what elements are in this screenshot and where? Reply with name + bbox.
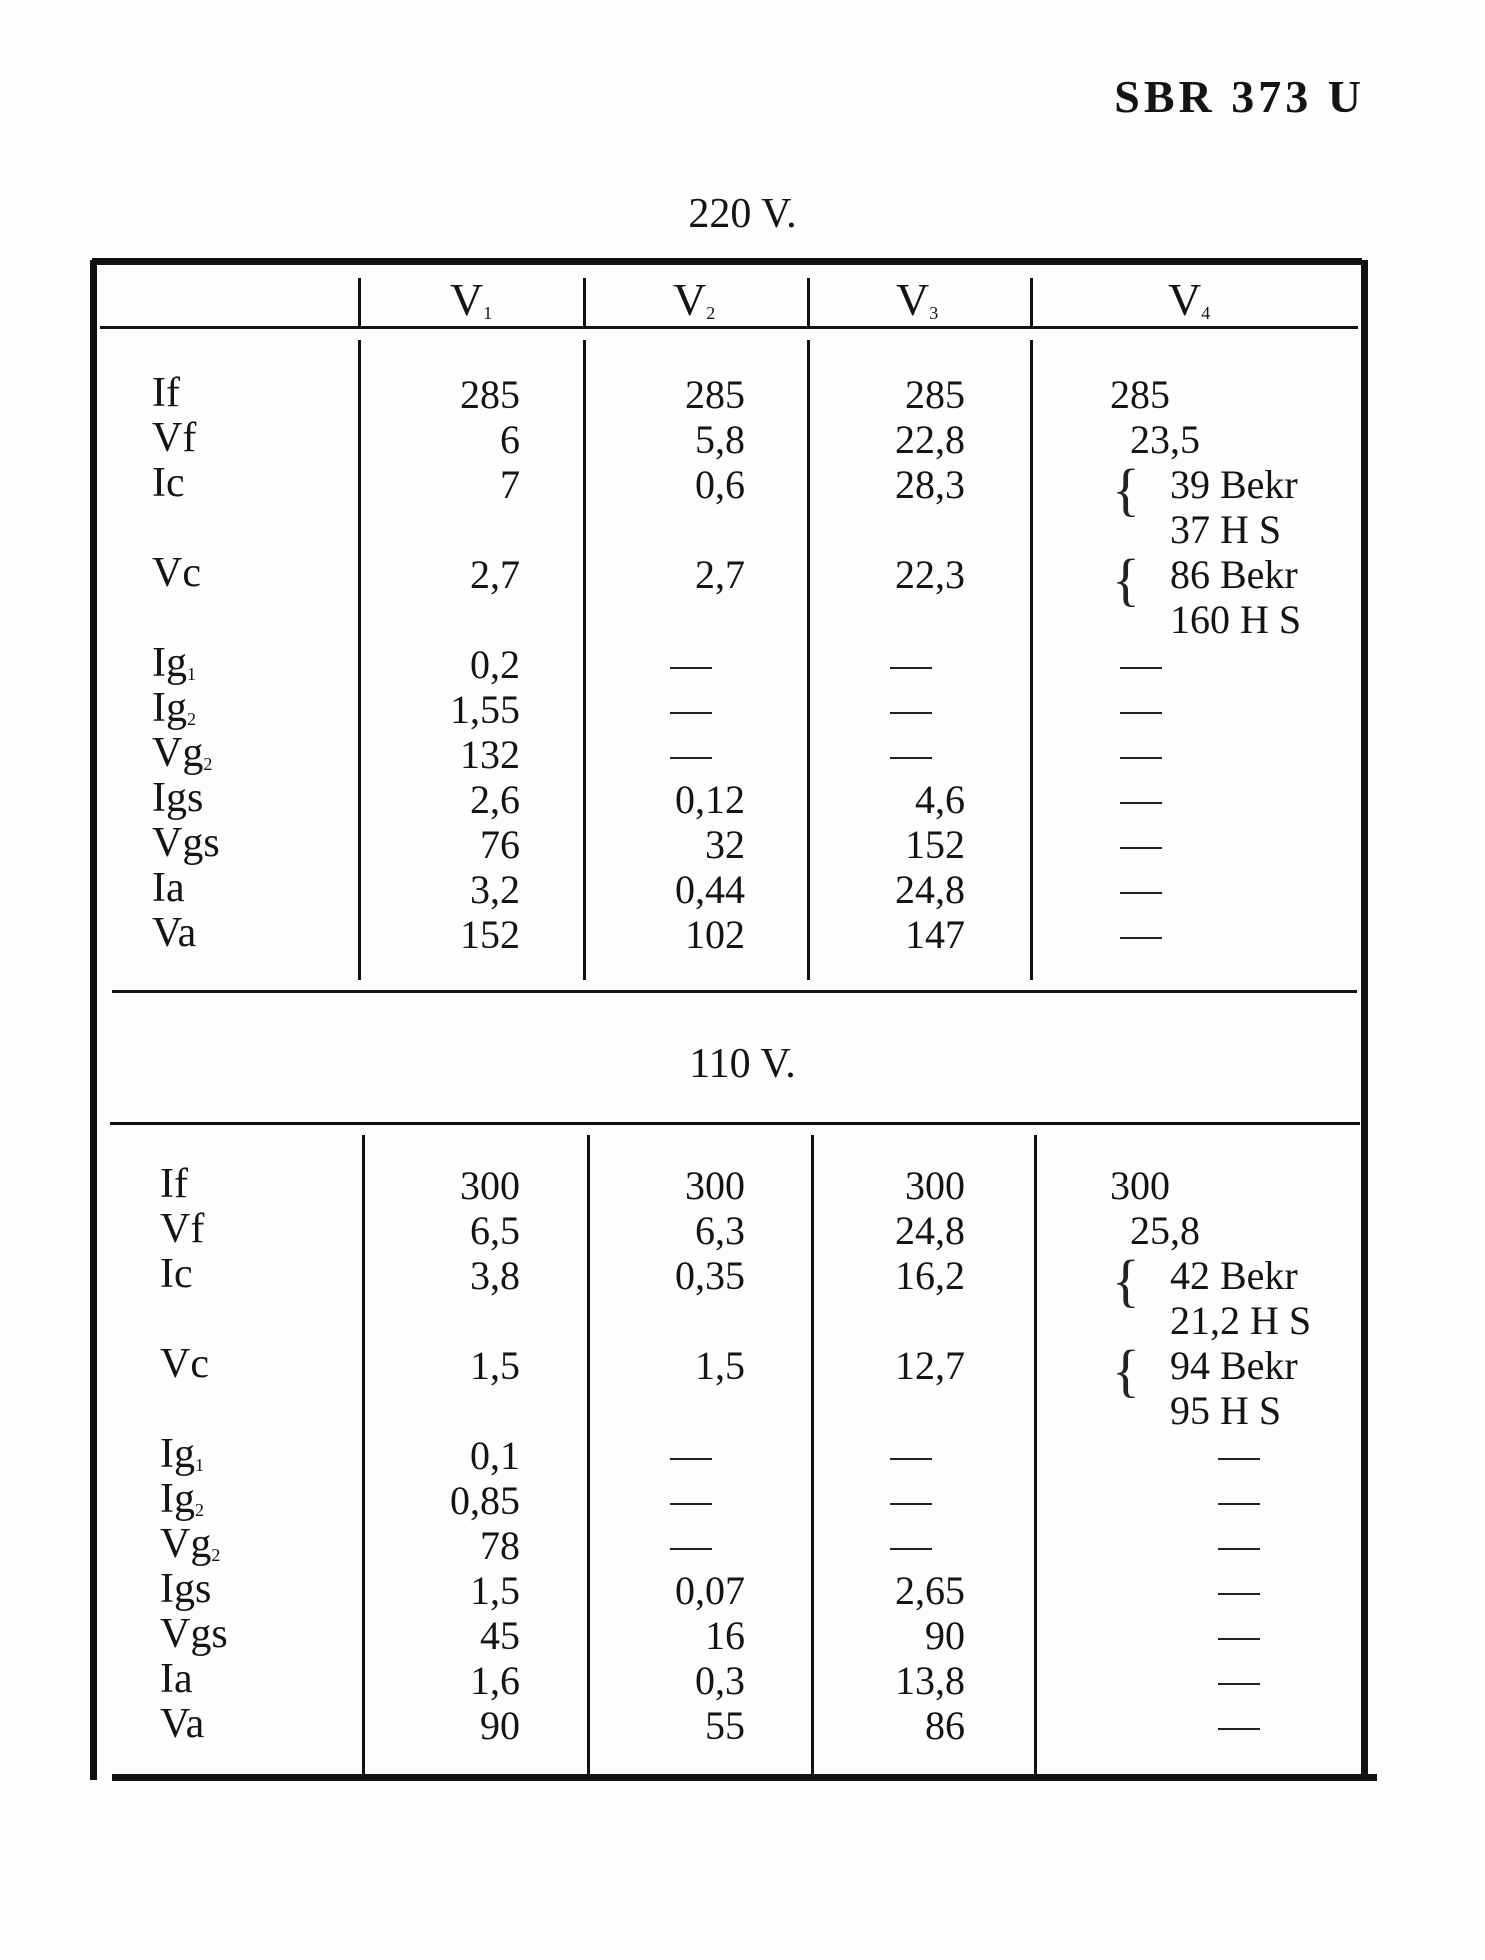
value-v3: 86 [925, 1703, 965, 1748]
section1-divider-3 [1030, 340, 1033, 980]
label-text: Ic [152, 460, 185, 506]
value-v2: 32 [705, 822, 745, 867]
label-text: Vf [160, 1206, 205, 1252]
column-header-v4 [1168, 274, 1211, 333]
value-v1: 2,6 [470, 777, 520, 822]
value-v1: 0,2 [470, 642, 520, 687]
header-divider-0 [358, 278, 361, 328]
document-id: SBR 373 U [1114, 71, 1365, 122]
label-text: Ig [160, 1476, 195, 1522]
value-v1: 78 [480, 1523, 520, 1568]
label-subscript: 3 [929, 303, 939, 323]
label-text: If [160, 1161, 188, 1207]
value-v2: 300 [685, 1163, 745, 1208]
value-v4: 25,8 [1130, 1208, 1200, 1253]
column-header-v3 [896, 274, 939, 333]
row-label-igs [152, 775, 204, 821]
value-v1: 1,55 [450, 687, 520, 732]
label-subscript: 1 [483, 303, 493, 323]
table-top-rule [92, 258, 1362, 265]
value-v1: 0,1 [470, 1433, 520, 1478]
value-v4: 23,5 [1130, 417, 1200, 462]
value-v3: 24,8 [895, 1208, 965, 1253]
section-title-220v: 220 V. [688, 191, 797, 237]
label-subscript: 2 [187, 709, 196, 729]
label-subscript: 2 [195, 1500, 204, 1520]
label-text: Ig [152, 685, 187, 731]
row-label-ia [160, 1656, 193, 1702]
value-v3: 147 [905, 912, 965, 957]
empty-value-dash [1120, 937, 1162, 939]
label-text: Ia [152, 865, 185, 911]
value-v3: 22,8 [895, 417, 965, 462]
section-title-110v: 110 V. [689, 1041, 796, 1087]
label-subscript: 2 [706, 303, 716, 323]
label-text: If [152, 370, 180, 416]
value-v4-line: 86 Bekr [1170, 552, 1298, 597]
value-v1: 0,85 [450, 1478, 520, 1523]
value-v3: 4,6 [915, 777, 965, 822]
empty-value-dash [1218, 1503, 1260, 1505]
value-v1: 76 [480, 822, 520, 867]
value-v2: 0,44 [675, 867, 745, 912]
label-text: V [673, 274, 707, 325]
row-label-vgs [160, 1611, 228, 1657]
empty-value-dash [670, 1548, 712, 1550]
empty-value-dash [670, 667, 712, 669]
value-v3: 13,8 [895, 1658, 965, 1703]
label-text: Ic [160, 1251, 193, 1297]
empty-value-dash [1120, 757, 1162, 759]
brace-symbol: { [1112, 547, 1140, 612]
value-v1: 7 [500, 462, 520, 507]
value-v2: 6,3 [695, 1208, 745, 1253]
empty-value-dash [890, 1548, 932, 1550]
header-divider-2 [807, 278, 810, 328]
section1-end-rule [112, 990, 1357, 993]
value-v2: 55 [705, 1703, 745, 1748]
empty-value-dash [1120, 712, 1162, 714]
row-label-igs [160, 1566, 212, 1612]
value-v2: 2,7 [695, 552, 745, 597]
label-subscript: 1 [195, 1455, 204, 1475]
value-v1: 45 [480, 1613, 520, 1658]
empty-value-dash [1120, 892, 1162, 894]
value-v1: 2,7 [470, 552, 520, 597]
value-v3: 28,3 [895, 462, 965, 507]
value-v1: 285 [460, 372, 520, 417]
value-v3: 285 [905, 372, 965, 417]
empty-value-dash [1218, 1593, 1260, 1595]
column-header-v2 [673, 274, 716, 333]
label-text: V [1168, 274, 1202, 325]
row-label-ic [152, 460, 185, 506]
row-label-if [152, 370, 180, 416]
value-v1: 3,2 [470, 867, 520, 912]
value-v1: 1,6 [470, 1658, 520, 1703]
value-v3: 16,2 [895, 1253, 965, 1298]
table-right-rule [1361, 260, 1368, 1780]
header-divider-1 [583, 278, 586, 328]
value-v4-line: 160 H S [1170, 597, 1302, 642]
value-v1: 6 [500, 417, 520, 462]
row-label-va [152, 910, 197, 956]
label-subscript: 4 [1201, 303, 1211, 323]
empty-value-dash [670, 1458, 712, 1460]
value-v2: 0,07 [675, 1568, 745, 1613]
label-text: V [896, 274, 930, 325]
empty-value-dash [890, 667, 932, 669]
section2-divider-3 [1034, 1135, 1037, 1775]
label-text: Igs [152, 775, 204, 821]
label-text: Vf [152, 415, 197, 461]
empty-value-dash [890, 757, 932, 759]
value-v3: 2,65 [895, 1568, 965, 1613]
value-v4-line: 95 H S [1170, 1388, 1282, 1433]
label-subscript: 2 [203, 754, 213, 774]
empty-value-dash [1218, 1683, 1260, 1685]
empty-value-dash [670, 712, 712, 714]
value-v4-line: 39 Bekr [1170, 462, 1298, 507]
empty-value-dash [670, 1503, 712, 1505]
label-text: Vc [160, 1341, 209, 1387]
row-label-va [160, 1701, 205, 1747]
empty-value-dash [1218, 1638, 1260, 1640]
column-header-v1 [450, 274, 493, 333]
row-label-vc [152, 550, 201, 596]
value-v2: 0,12 [675, 777, 745, 822]
row-label-vf [160, 1206, 205, 1252]
value-v3: 12,7 [895, 1343, 965, 1388]
empty-value-dash [890, 1458, 932, 1460]
label-text: Va [152, 910, 197, 956]
value-v2: 16 [705, 1613, 745, 1658]
brace-symbol: { [1112, 457, 1140, 522]
empty-value-dash [670, 757, 712, 759]
label-text: Vgs [160, 1611, 228, 1657]
row-label-vgs [152, 820, 220, 866]
value-v2: 0,3 [695, 1658, 745, 1703]
value-v4: 285 [1110, 372, 1170, 417]
value-v2: 0,6 [695, 462, 745, 507]
value-v1: 300 [460, 1163, 520, 1208]
row-label-ia [152, 865, 185, 911]
value-v4: 300 [1110, 1163, 1170, 1208]
value-v2: 5,8 [695, 417, 745, 462]
value-v4-line: 94 Bekr [1170, 1343, 1298, 1388]
row-label-vf [152, 415, 197, 461]
empty-value-dash [890, 1503, 932, 1505]
value-v1: 1,5 [470, 1568, 520, 1613]
header-divider-3 [1030, 278, 1033, 328]
label-subscript: 2 [211, 1545, 221, 1565]
value-v3: 90 [925, 1613, 965, 1658]
label-text: Vg [160, 1521, 212, 1567]
value-v4-line: 42 Bekr [1170, 1253, 1298, 1298]
value-v1: 3,8 [470, 1253, 520, 1298]
value-v4-line: 37 H S [1170, 507, 1282, 552]
value-v2: 0,35 [675, 1253, 745, 1298]
label-text: Ig [160, 1431, 195, 1477]
row-label-if [160, 1161, 188, 1207]
value-v3: 152 [905, 822, 965, 867]
value-v3: 300 [905, 1163, 965, 1208]
label-text: Vg [152, 730, 204, 776]
label-text: Vc [152, 550, 201, 596]
label-text: Ia [160, 1656, 193, 1702]
empty-value-dash [1218, 1548, 1260, 1550]
empty-value-dash [890, 712, 932, 714]
value-v3: 24,8 [895, 867, 965, 912]
label-text: V [450, 274, 484, 325]
brace-symbol: { [1112, 1248, 1140, 1313]
value-v1: 152 [460, 912, 520, 957]
label-text: Igs [160, 1566, 212, 1612]
row-label-vc [160, 1341, 209, 1387]
empty-value-dash [1120, 802, 1162, 804]
value-v1: 6,5 [470, 1208, 520, 1253]
value-v2: 102 [685, 912, 745, 957]
label-text: Vgs [152, 820, 220, 866]
value-v1: 132 [460, 732, 520, 777]
table-left-rule [90, 260, 97, 1780]
value-v3: 22,3 [895, 552, 965, 597]
value-v2: 1,5 [695, 1343, 745, 1388]
value-v4-line: 21,2 H S [1170, 1298, 1312, 1343]
value-v2: 285 [685, 372, 745, 417]
label-text: Va [160, 1701, 205, 1747]
empty-value-dash [1218, 1458, 1260, 1460]
brace-symbol: { [1112, 1338, 1140, 1403]
empty-value-dash [1120, 667, 1162, 669]
label-subscript: 1 [187, 664, 196, 684]
label-text: Ig [152, 640, 187, 686]
value-v1: 1,5 [470, 1343, 520, 1388]
section2-start-rule [110, 1122, 1360, 1125]
row-label-ic [160, 1251, 193, 1297]
value-v1: 90 [480, 1703, 520, 1748]
empty-value-dash [1120, 847, 1162, 849]
empty-value-dash [1218, 1728, 1260, 1730]
table-bottom-rule [112, 1774, 1377, 1781]
